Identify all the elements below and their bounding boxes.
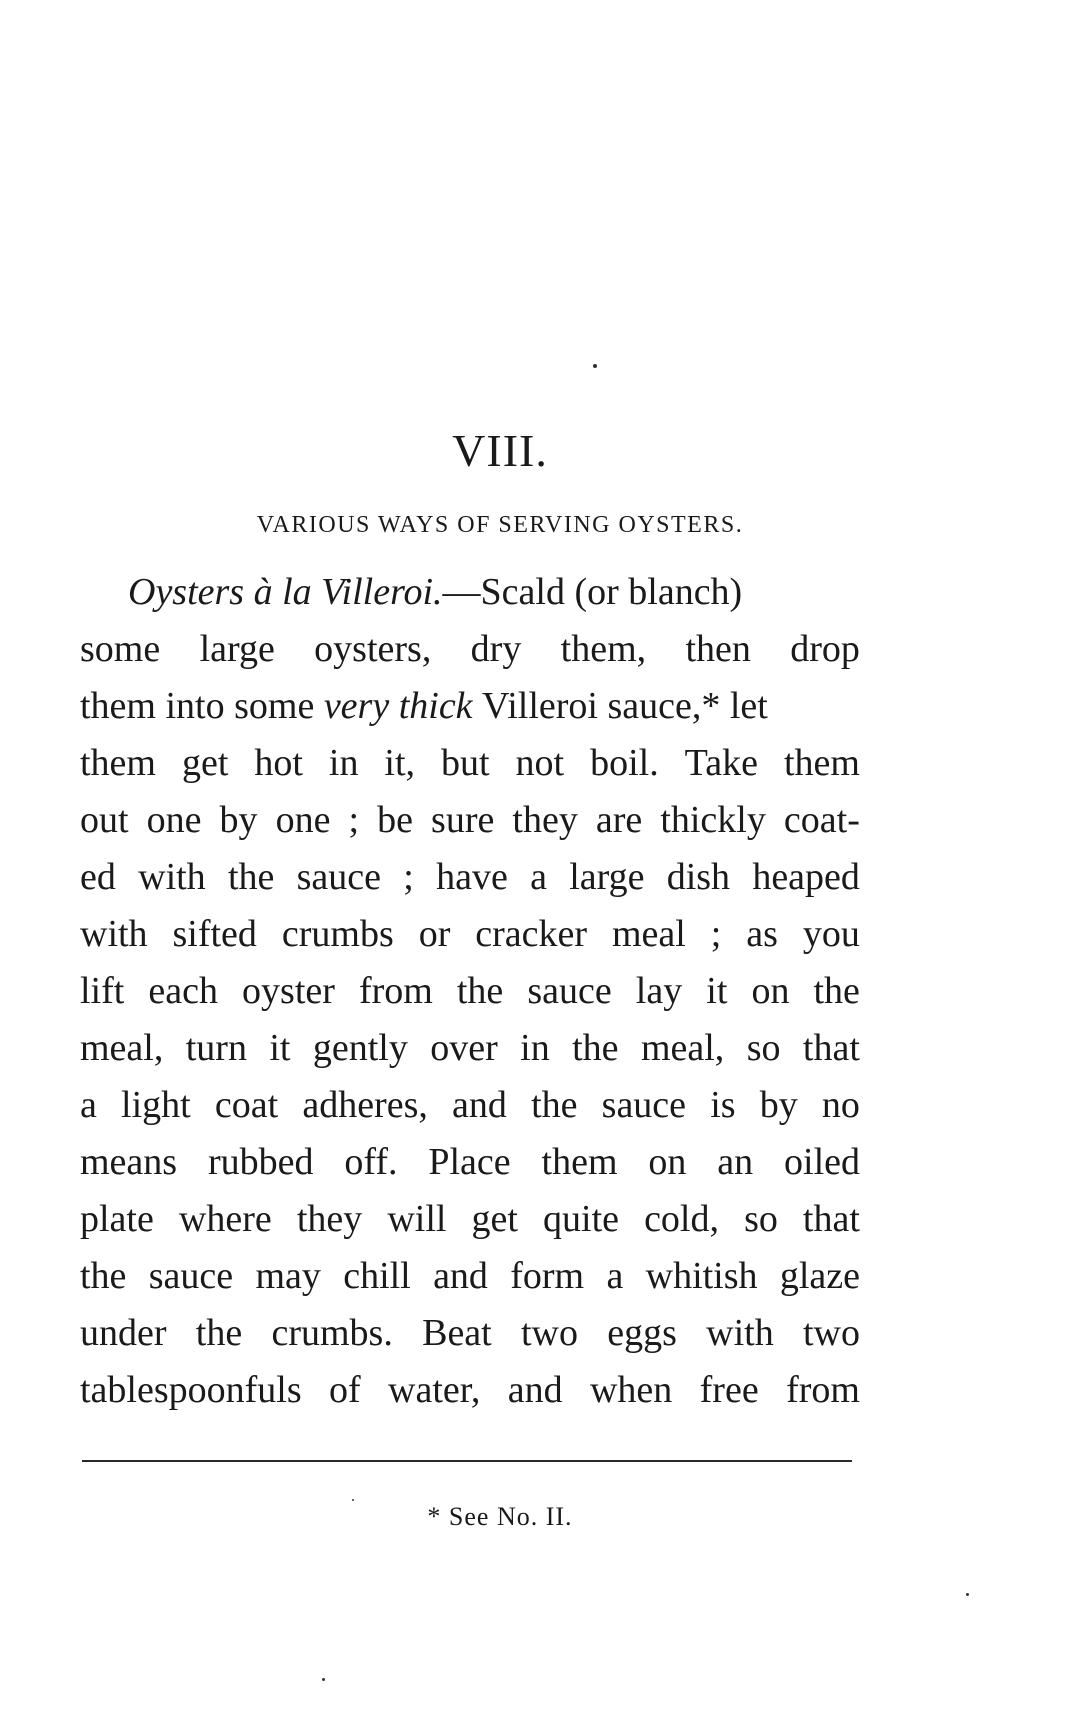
word: by [219, 799, 258, 841]
word: ; [403, 856, 414, 898]
word: form [510, 1255, 585, 1297]
word: the [195, 1312, 243, 1354]
word: thickly [660, 799, 766, 841]
text-line [80, 1305, 860, 1362]
word: sure [431, 799, 495, 841]
word: eggs [607, 1312, 677, 1354]
chapter-number: VIII. [452, 425, 548, 476]
word: but [441, 742, 490, 784]
word: oyster [242, 970, 335, 1012]
word: be [377, 799, 413, 841]
word: that [802, 1198, 860, 1240]
word: that [802, 1027, 860, 1069]
word: in [328, 742, 359, 784]
chapter-title: VARIOUS WAYS OF SERVING OYSTERS. [256, 512, 744, 538]
text-fragment: Villeroi sauce,* let [482, 685, 768, 727]
word: tablespoonfuls [80, 1369, 302, 1411]
word: each [148, 970, 218, 1012]
word: water, [388, 1369, 481, 1411]
word: boil. [590, 742, 659, 784]
word: and [433, 1255, 488, 1297]
word: chill [343, 1255, 411, 1297]
word: sauce [527, 970, 612, 1012]
word: the [456, 970, 504, 1012]
footnote-divider [82, 1460, 852, 1462]
word: or [418, 913, 451, 955]
text-line [80, 678, 860, 735]
word: so [744, 1198, 778, 1240]
word: glaze [779, 1255, 860, 1297]
word: off. [344, 1141, 398, 1183]
word: have [436, 856, 508, 898]
word: with [80, 913, 148, 955]
word: the [531, 1084, 578, 1126]
word: Take [684, 742, 758, 784]
text-line [80, 1134, 860, 1191]
word: two [802, 1312, 860, 1354]
word: one [146, 799, 202, 841]
word: dry [470, 628, 522, 670]
word: meal [612, 913, 686, 955]
word: some [80, 628, 161, 670]
word: rubbed [207, 1141, 314, 1183]
word: sauce [601, 1084, 687, 1126]
word: hot [254, 742, 303, 784]
word: are [595, 799, 643, 841]
word: plate [80, 1198, 154, 1240]
word: over [430, 1027, 498, 1069]
word: and [452, 1084, 507, 1126]
word: a [530, 856, 547, 898]
word: sauce [148, 1255, 234, 1297]
word: lay [635, 970, 683, 1012]
word: may [255, 1255, 321, 1297]
scan-speck [352, 1499, 354, 1501]
word: dish [666, 856, 731, 898]
word: oiled [784, 1141, 860, 1183]
word: from [786, 1369, 860, 1411]
text-line [80, 621, 860, 678]
word: them [541, 1141, 618, 1183]
text-line [80, 735, 860, 792]
word: by [759, 1084, 798, 1126]
word: large [569, 856, 645, 898]
text-line [80, 1191, 860, 1248]
text-line [80, 963, 860, 1020]
text-fragment: —Scald (or blanch) [442, 571, 743, 613]
word: quite [543, 1198, 619, 1240]
word: is [710, 1084, 736, 1126]
word: Beat [422, 1312, 492, 1354]
word: under [80, 1312, 167, 1354]
word: it [269, 1027, 291, 1069]
word: ; [348, 799, 360, 841]
word: no [821, 1084, 860, 1126]
word: the [813, 970, 860, 1012]
word: Place [428, 1141, 511, 1183]
word: and [507, 1369, 563, 1411]
word: whitish [645, 1255, 758, 1297]
word: ed [80, 856, 116, 898]
scan-speck [966, 1593, 969, 1596]
word: will [387, 1198, 447, 1240]
word: of [329, 1369, 361, 1411]
text-line [80, 1248, 860, 1305]
word: crumbs [281, 913, 394, 955]
word: sauce [296, 856, 382, 898]
word: large [199, 628, 275, 670]
word: get [181, 742, 229, 784]
word: cold, [644, 1198, 719, 1240]
word: them, [560, 628, 647, 670]
word: drop [790, 628, 860, 670]
scan-speck [322, 1678, 325, 1681]
word: ; [710, 913, 722, 955]
word: means [80, 1141, 178, 1183]
word: it, [384, 742, 416, 784]
word: with [138, 856, 206, 898]
word: get [471, 1198, 518, 1240]
recipe-title: Oysters à la Villeroi. [128, 571, 443, 613]
text-line [80, 906, 860, 963]
word: sifted [172, 913, 257, 955]
word: it [706, 970, 728, 1012]
word: them [783, 742, 860, 784]
word: heaped [752, 856, 860, 898]
word: lift [80, 970, 125, 1012]
word: free [699, 1369, 759, 1411]
word: turn [185, 1027, 247, 1069]
text-line [80, 792, 860, 849]
word: meal, [80, 1027, 164, 1069]
word: coat- [783, 799, 860, 841]
text-line [80, 564, 860, 621]
word: two [520, 1312, 578, 1354]
word: where [178, 1198, 272, 1240]
word: with [706, 1312, 774, 1354]
word: the [572, 1027, 619, 1069]
body-paragraph [80, 564, 860, 1419]
word: light [121, 1084, 191, 1126]
text-line [80, 849, 860, 906]
word: them [80, 742, 156, 784]
word: coat [214, 1084, 279, 1126]
word: you [802, 913, 860, 955]
word: from [358, 970, 433, 1012]
word: the [80, 1255, 127, 1297]
word: crumbs. [271, 1312, 393, 1354]
text-line [80, 1077, 860, 1134]
word: out [80, 799, 129, 841]
text-fragment: them into some [80, 685, 315, 727]
word: adheres, [302, 1084, 428, 1126]
word: in [520, 1027, 550, 1069]
word: an [717, 1141, 754, 1183]
word: meal, [640, 1027, 725, 1069]
word: one [275, 799, 331, 841]
word: the [227, 856, 275, 898]
word: so [746, 1027, 781, 1069]
word: on [751, 970, 790, 1012]
word: cracker [475, 913, 588, 955]
word: they [512, 799, 578, 841]
word: oysters, [314, 628, 432, 670]
scan-speck [593, 364, 597, 368]
word: a [80, 1084, 97, 1126]
word: not [515, 742, 565, 784]
word: a [606, 1255, 624, 1297]
word: when [589, 1369, 673, 1411]
text-line [80, 1020, 860, 1077]
word: then [685, 628, 751, 670]
word: on [648, 1141, 687, 1183]
word: as [746, 913, 778, 955]
word: gently [312, 1027, 408, 1069]
footnote: * See No. II. [427, 1502, 573, 1531]
word: they [296, 1198, 363, 1240]
text-line [80, 1362, 860, 1419]
emphasis-text: very thick [323, 685, 473, 727]
